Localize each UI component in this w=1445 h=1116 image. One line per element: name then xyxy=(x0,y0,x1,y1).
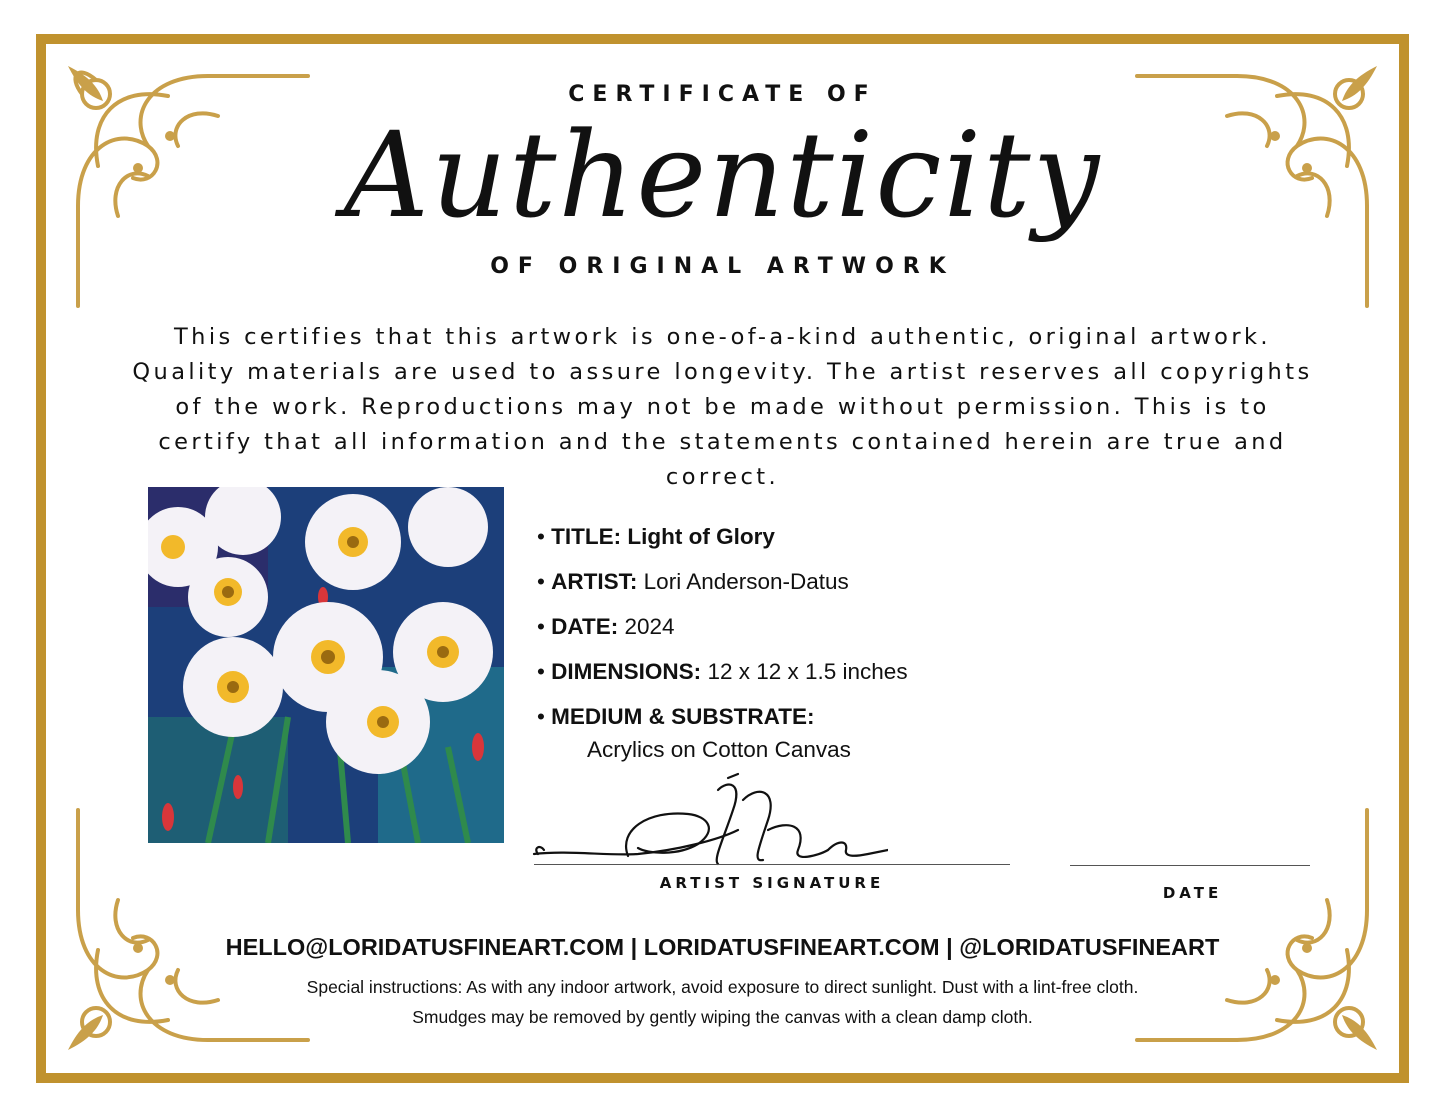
detail-date xyxy=(537,610,1057,655)
date-label: DATE: xyxy=(551,614,619,639)
heading-original-artwork: OF ORIGINAL ARTWORK xyxy=(490,254,955,279)
bullet: • xyxy=(537,659,545,684)
contact-info: HELLO@LORIDATUSFINEART.COM | LORIDATUSFINEART.COM | @LORIDATUSFINEART xyxy=(225,934,1220,960)
medium-label: MEDIUM & SUBSTRATE: xyxy=(551,704,815,729)
certification-statement: This certifies that this artwork is one-of-a-kind authentic, original artwork. Quality materials are used to assure longevity. The artist reserves all copyrights of the work. Reproductions may not be made without permission. This is to certify that all information and the statements contained herein are true and correct. xyxy=(132,324,1313,490)
medium-value: Acrylics on Cotton Canvas xyxy=(587,737,851,762)
detail-dimensions xyxy=(537,655,1057,700)
heading-authenticity: Authenticity xyxy=(343,106,1102,244)
bullet: • xyxy=(537,569,545,594)
artist-signature-label: ARTIST SIGNATURE xyxy=(659,874,885,892)
bullet: • xyxy=(537,704,545,729)
artist-label: ARTIST: xyxy=(551,569,638,594)
dimensions-value: 12 x 12 x 1.5 inches xyxy=(707,659,908,684)
title-label: TITLE: xyxy=(551,524,622,549)
date-value: 2024 xyxy=(624,614,675,639)
bullet: • xyxy=(537,524,545,549)
detail-title xyxy=(537,520,1057,565)
special-instructions-line-1: Special instructions: As with any indoor artwork, avoid exposure to direct sunlight. Dust with a lint-free cloth. xyxy=(306,977,1139,997)
special-instructions-line-2: Smudges may be removed by gently wiping the canvas with a clean damp cloth. xyxy=(412,1007,1033,1027)
artwork-details xyxy=(537,520,1057,767)
title-value: Light of Glory xyxy=(627,524,775,549)
daffodil-painting-icon xyxy=(148,487,504,843)
artist-value: Lori Anderson-Datus xyxy=(643,569,849,594)
heading-certificate-of: CERTIFICATE OF xyxy=(568,82,877,107)
dimensions-label: DIMENSIONS: xyxy=(551,659,702,684)
date-signature-label: DATE xyxy=(1162,884,1223,902)
bullet: • xyxy=(537,614,545,639)
artwork-image xyxy=(148,487,504,843)
artist-signature-line xyxy=(534,864,1010,865)
date-line xyxy=(1070,865,1310,866)
detail-artist xyxy=(537,565,1057,610)
